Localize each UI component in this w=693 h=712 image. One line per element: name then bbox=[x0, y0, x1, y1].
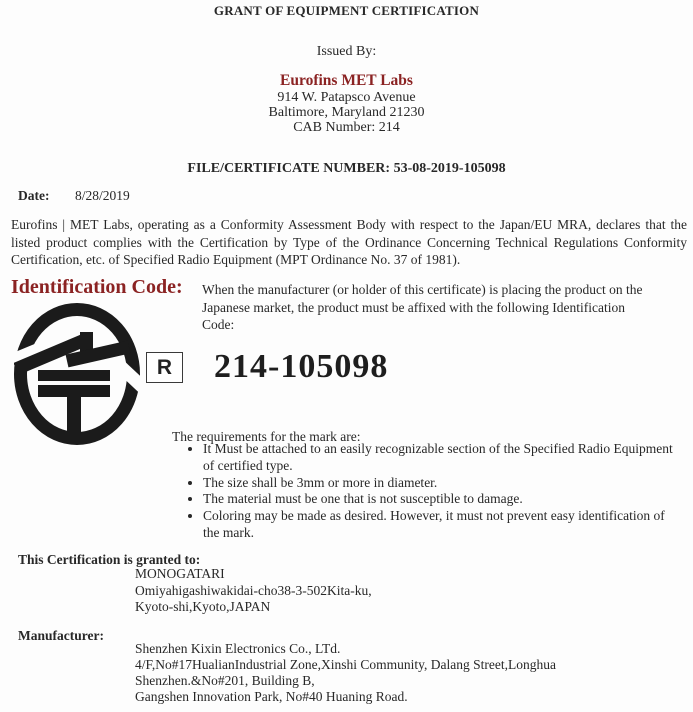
requirement-item: • The material must be one that is not susceptible to damage. bbox=[203, 491, 681, 508]
date-label: Date: bbox=[18, 188, 50, 203]
date-value: 8/28/2019 bbox=[75, 188, 130, 203]
requirement-item: • Coloring may be made as desired. However, it must not prevent easy identification of the mark. bbox=[203, 508, 681, 542]
giteki-conformity-mark-icon bbox=[14, 303, 140, 445]
issuer-address-line-2: Baltimore, Maryland 21230 bbox=[268, 105, 425, 120]
issuer-name: Eurofins MET Labs bbox=[280, 72, 413, 89]
grantee-label: This Certification is granted to: bbox=[18, 552, 201, 567]
grantee-line: MONOGATARI bbox=[135, 566, 225, 581]
grantee-line: Omiyahigashiwakidai-cho38-3-502Kita-ku, bbox=[135, 582, 372, 598]
r-designation-box bbox=[146, 352, 183, 383]
manufacturer-address-block bbox=[135, 641, 556, 705]
date-row bbox=[18, 188, 130, 204]
requirements-intro: The requirements for the mark are: bbox=[172, 429, 361, 444]
requirement-item: • It Must be attached to an easily recognizable section of the Specified Radio Equipment of certified type. bbox=[203, 441, 681, 475]
manufacturer-line: Shenzhen.&No#201, Building B, bbox=[135, 673, 315, 688]
manufacturer-line: Shenzhen Kixin Electronics Co., LTd. bbox=[135, 641, 341, 656]
requirement-item: • The size shall be 3mm or more in diameter. bbox=[203, 475, 681, 492]
issuer-cab-number: CAB Number: 214 bbox=[293, 120, 400, 135]
r-designation-label: R bbox=[156, 355, 173, 379]
manufacturer-line: 4/F,No#17HualianIndustrial Zone,Xinshi Community, Dalang Street,Longhua bbox=[135, 657, 556, 672]
issued-by-label: Issued By: bbox=[316, 44, 377, 59]
declaration-paragraph: Eurofins | MET Labs, operating as a Conformity Assessment Body with respect to the Japan/EU MRA, declares that the listed product complies with the Certification by Type of the Ordinance Concerning Technical Regulations Conformity Certification, etc. of Specified Radio Equipment (MPT Ordinance No. 37 of 1981). bbox=[11, 217, 687, 267]
issuer-address-line-1: 914 W. Patapsco Avenue bbox=[277, 90, 416, 105]
file-certificate-number: FILE/CERTIFICATE NUMBER: 53-08-2019-105098 bbox=[187, 161, 506, 176]
manufacturer-line: Gangshen Innovation Park, No#40 Huaning Road. bbox=[135, 689, 408, 704]
identification-code-heading: Identification Code: bbox=[11, 276, 183, 298]
document-title: GRANT OF EQUIPMENT CERTIFICATION bbox=[213, 3, 480, 18]
grantee-line: Kyoto-shi,Kyoto,JAPAN bbox=[135, 599, 271, 614]
manufacturer-label: Manufacturer: bbox=[18, 628, 104, 643]
identification-instruction: When the manufacturer (or holder of this certificate) is placing the product on the Japanese market, the product must be affixed with the following Identification Code: bbox=[202, 282, 643, 332]
grantee-address-block bbox=[135, 566, 372, 616]
identification-code-value: 214-105098 bbox=[214, 348, 389, 385]
requirements-list bbox=[183, 441, 681, 542]
